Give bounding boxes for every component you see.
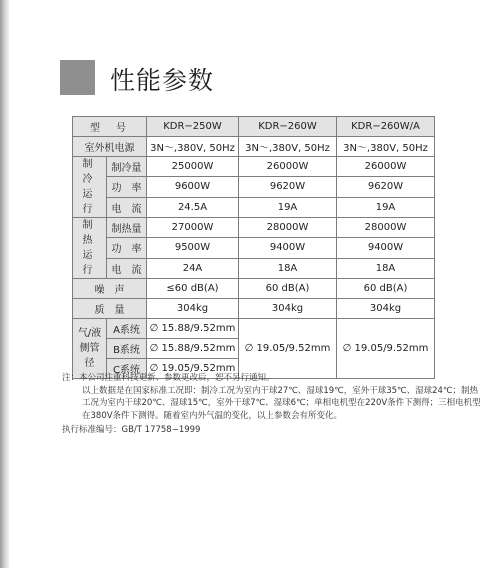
cell-value: 19A xyxy=(337,197,435,217)
cell-value: 9400W xyxy=(239,238,337,258)
spec-table xyxy=(72,116,435,379)
note-line: 执行标准编号：GB/T 17758−1999 xyxy=(62,425,201,435)
noise-value: 60 dB(A) xyxy=(239,279,337,299)
row-label: 制冷量 xyxy=(107,157,147,177)
cell-value: 9620W xyxy=(239,177,337,197)
cell-value: 18A xyxy=(239,258,337,278)
pipe-value: ∅ 19.05/9.52mm xyxy=(147,359,239,379)
table-row xyxy=(73,299,435,319)
cell-value: 25000W xyxy=(147,157,239,177)
model-label: 型 号 xyxy=(73,117,147,137)
system-label: B系统 xyxy=(107,339,147,359)
title-decoration-block xyxy=(60,60,95,95)
table-row xyxy=(73,197,435,217)
model-name: KDR−250W xyxy=(147,117,239,137)
note-line: 注：本公司注重科技更新、参数更改后，恕不另行通知。 xyxy=(62,373,275,383)
noise-label: 噪 声 xyxy=(73,279,147,299)
pipe-group-label: 气/液侧管径 xyxy=(73,319,107,379)
cell-value: 18A xyxy=(337,258,435,278)
cell-value: 9500W xyxy=(147,238,239,258)
cell-value: 9620W xyxy=(337,177,435,197)
weight-label: 质 量 xyxy=(73,299,147,319)
table-row xyxy=(73,177,435,197)
cell-value: 26000W xyxy=(337,157,435,177)
cell-value: 28000W xyxy=(337,218,435,238)
weight-value: 304kg xyxy=(239,299,337,319)
table-row xyxy=(73,218,435,238)
power-label: 室外机电源 xyxy=(73,137,147,157)
model-name: KDR−260W xyxy=(239,117,337,137)
model-name: KDR−260W/A xyxy=(337,117,435,137)
table-row xyxy=(73,258,435,278)
system-label: A系统 xyxy=(107,319,147,339)
table-row xyxy=(73,238,435,258)
pipe-value: ∅ 19.05/9.52mm xyxy=(337,319,435,379)
table-row xyxy=(73,319,435,339)
noise-value: ≤60 dB(A) xyxy=(147,279,239,299)
cell-value: 19A xyxy=(239,197,337,217)
row-label: 功 率 xyxy=(107,177,147,197)
notes xyxy=(62,372,486,437)
row-label: 电 流 xyxy=(107,197,147,217)
cell-value: 24.5A xyxy=(147,197,239,217)
row-label: 功 率 xyxy=(107,238,147,258)
cell-value: 24A xyxy=(147,258,239,278)
row-label: 制热量 xyxy=(107,218,147,238)
heating-group-label: 制热运行 xyxy=(73,218,107,279)
cell-value: 28000W xyxy=(239,218,337,238)
power-value: 3N～,380V, 50Hz xyxy=(239,137,337,157)
system-label: C系统 xyxy=(107,359,147,379)
pipe-value: ∅ 19.05/9.52mm xyxy=(239,319,337,379)
pipe-value: ∅ 15.88/9.52mm xyxy=(147,339,239,359)
table-row xyxy=(73,279,435,299)
power-value: 3N～,380V, 50Hz xyxy=(147,137,239,157)
cell-value: 26000W xyxy=(239,157,337,177)
table-row xyxy=(73,137,435,157)
cell-value: 9400W xyxy=(337,238,435,258)
note-line: 以上数据是在国家标准工况即：制冷工况为室内干球27℃、湿球19℃，室外干球35℃、湿球24℃；制热工况为室内干球20℃、湿球15℃，室外干球7℃、湿球6℃；单相电机型在220V条件下测得；三相电机型在380V条件下测得。随着室内外气温的变化，以上参数会有所变化。 xyxy=(82,385,481,421)
cell-value: 9600W xyxy=(147,177,239,197)
table-row xyxy=(73,117,435,137)
pipe-value: ∅ 15.88/9.52mm xyxy=(147,319,239,339)
weight-value: 304kg xyxy=(337,299,435,319)
page-edge-strip xyxy=(0,0,9,568)
weight-value: 304kg xyxy=(147,299,239,319)
noise-value: 60 dB(A) xyxy=(337,279,435,299)
power-value: 3N～,380V, 50Hz xyxy=(337,137,435,157)
cell-value: 27000W xyxy=(147,218,239,238)
row-label: 电 流 xyxy=(107,258,147,278)
page-title: 性能参数 xyxy=(110,66,215,95)
cooling-group-label: 制冷运行 xyxy=(73,157,107,218)
table-row xyxy=(73,157,435,177)
